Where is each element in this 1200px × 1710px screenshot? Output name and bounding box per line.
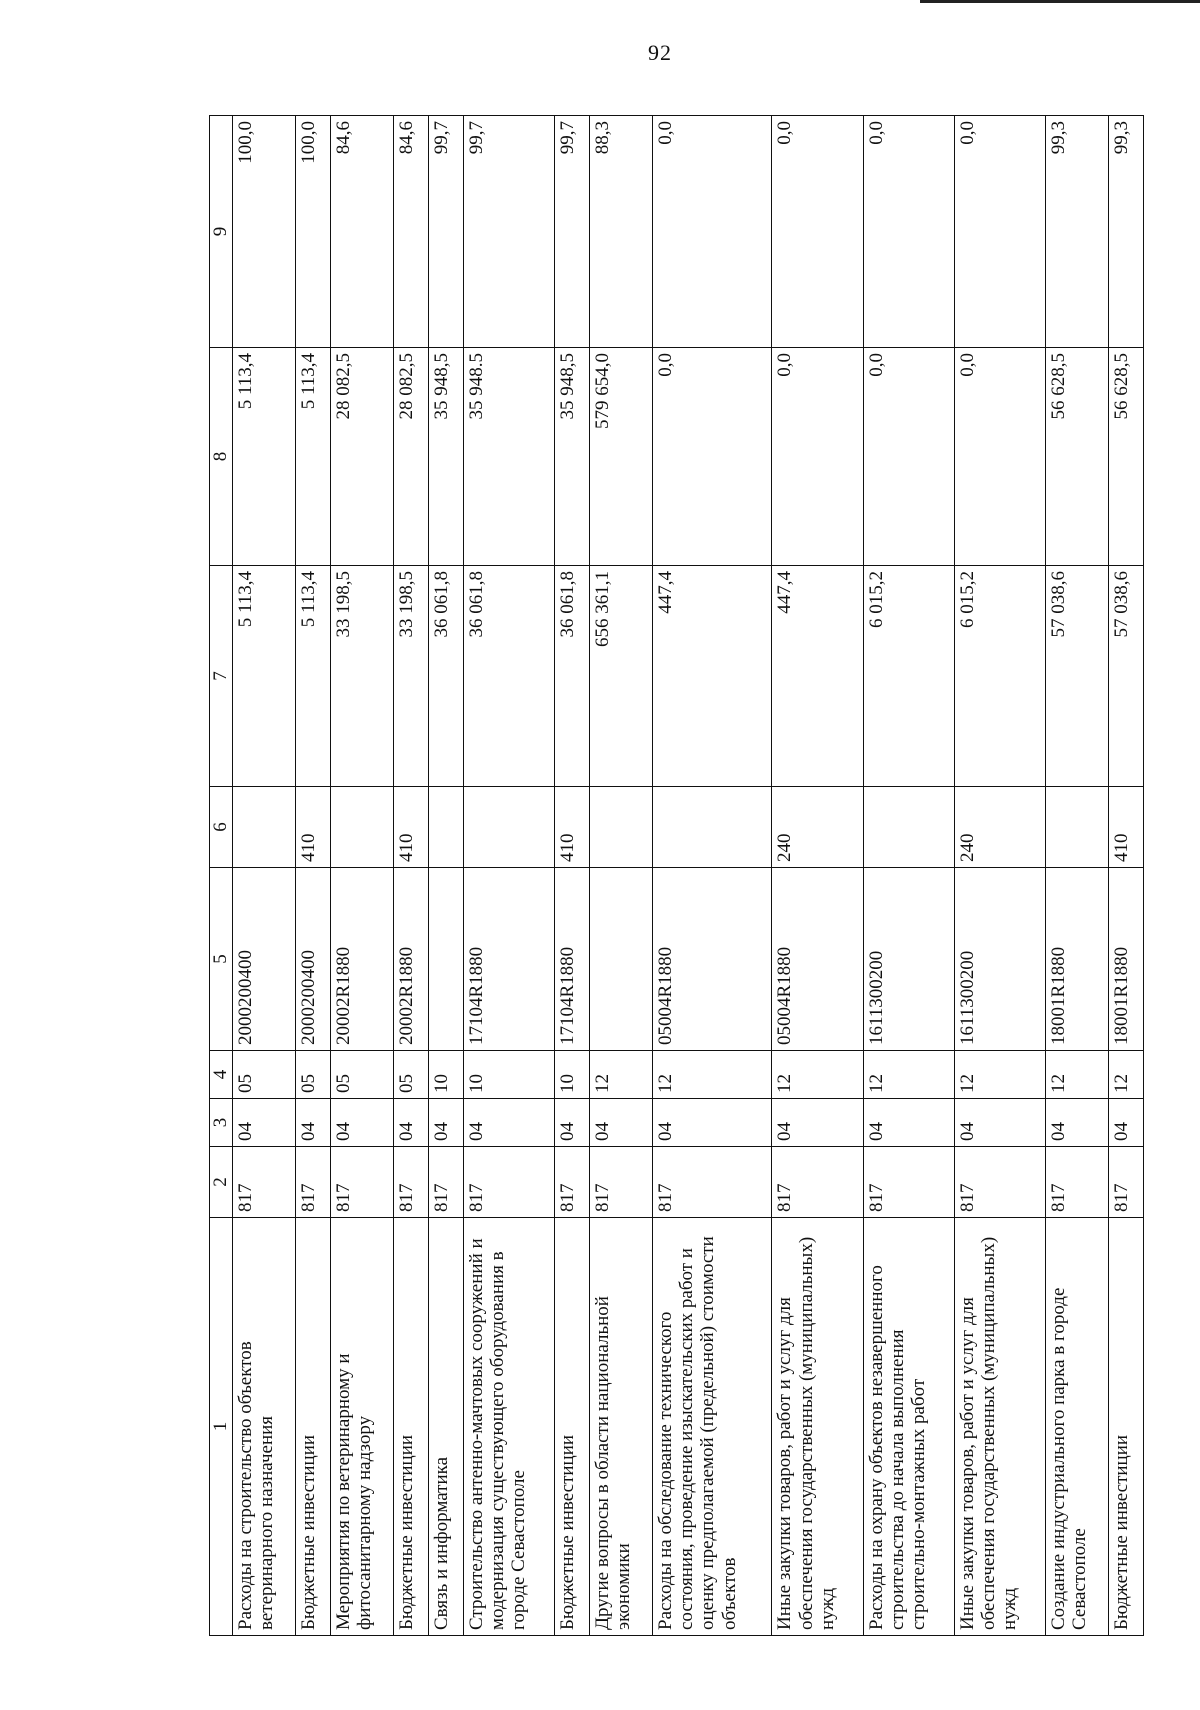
- budget-table: [209, 115, 1144, 1636]
- cell-c9: 100,0: [233, 116, 296, 348]
- cell-c2: 817: [330, 1147, 393, 1218]
- table-row: [589, 116, 652, 1636]
- row-name-cell: Бюджетные инвестиции: [393, 1218, 428, 1636]
- cell-c9: 99,7: [554, 116, 589, 348]
- cell-c3: 04: [330, 1099, 393, 1147]
- cell-c7: 33 198,5: [393, 566, 428, 787]
- cell-c2: 817: [428, 1147, 463, 1218]
- row-name-cell: Расходы на охрану объектов незавершенного строительства до начала выполнения строительно-монтажных работ: [863, 1218, 954, 1636]
- cell-c2: 817: [1109, 1147, 1144, 1218]
- row-name-cell: Иные закупки товаров, работ и услуг для обеспечения государственных (муниципальных) нужд: [772, 1218, 863, 1636]
- cell-c9: 99,7: [428, 116, 463, 348]
- row-name-cell: Другие вопросы в области национальной экономики: [589, 1218, 652, 1636]
- cell-c9: 84,6: [330, 116, 393, 348]
- column-header: 3: [210, 1099, 233, 1147]
- scan-edge-line: [920, 0, 1200, 3]
- cell-c6: 410: [393, 787, 428, 868]
- cell-c2: 817: [1046, 1147, 1109, 1218]
- cell-c6: [589, 787, 652, 868]
- table-row: [233, 116, 296, 1636]
- row-name-cell: Расходы на строительство объектов ветеринарного назначения: [233, 1218, 296, 1636]
- cell-c3: 04: [393, 1099, 428, 1147]
- cell-c2: 817: [954, 1147, 1045, 1218]
- table-row: [463, 116, 554, 1636]
- cell-c6: 410: [554, 787, 589, 868]
- header-row: [210, 116, 233, 1636]
- table-row: [772, 116, 863, 1636]
- cell-c8: 56 628,5: [1046, 348, 1109, 566]
- cell-c9: 99,3: [1046, 116, 1109, 348]
- column-header: 6: [210, 787, 233, 868]
- cell-c4: 12: [863, 1051, 954, 1099]
- cell-c3: 04: [428, 1099, 463, 1147]
- cell-c8: 0,0: [772, 348, 863, 566]
- cell-c5: 18001R1880: [1046, 868, 1109, 1051]
- cell-c7: 656 361,1: [589, 566, 652, 787]
- cell-c6: 240: [954, 787, 1045, 868]
- cell-c5: 1611300200: [863, 868, 954, 1051]
- cell-c7: 447,4: [652, 566, 771, 787]
- cell-c6: [233, 787, 296, 868]
- row-name-cell: Мероприятия по ветеринарному и фитосанитарному надзору: [330, 1218, 393, 1636]
- cell-c6: [428, 787, 463, 868]
- cell-c7: 5 113,4: [233, 566, 296, 787]
- cell-c2: 817: [772, 1147, 863, 1218]
- cell-c6: [330, 787, 393, 868]
- cell-c4: 12: [954, 1051, 1045, 1099]
- column-header: 5: [210, 868, 233, 1051]
- cell-c4: 05: [296, 1051, 331, 1099]
- rotated-table-wrapper: [209, 116, 1144, 1636]
- cell-c5: 20002R1880: [393, 868, 428, 1051]
- cell-c9: 88,3: [589, 116, 652, 348]
- table-row: [954, 116, 1045, 1636]
- column-header: 9: [210, 116, 233, 348]
- table-row: [1109, 116, 1144, 1636]
- cell-c3: 04: [863, 1099, 954, 1147]
- cell-c5: 05004R1880: [772, 868, 863, 1051]
- cell-c5: [428, 868, 463, 1051]
- cell-c3: 04: [233, 1099, 296, 1147]
- cell-c3: 04: [1109, 1099, 1144, 1147]
- cell-c4: 05: [330, 1051, 393, 1099]
- cell-c8: 0,0: [652, 348, 771, 566]
- cell-c5: 05004R1880: [652, 868, 771, 1051]
- cell-c2: 817: [589, 1147, 652, 1218]
- cell-c5: 2000200400: [296, 868, 331, 1051]
- cell-c9: 99,7: [463, 116, 554, 348]
- table-row: [330, 116, 393, 1636]
- table-row: [393, 116, 428, 1636]
- cell-c7: 5 113,4: [296, 566, 331, 787]
- cell-c8: 0,0: [954, 348, 1045, 566]
- cell-c4: 10: [554, 1051, 589, 1099]
- cell-c8: 35 948,5: [428, 348, 463, 566]
- row-name-cell: Бюджетные инвестиции: [296, 1218, 331, 1636]
- row-name-cell: Бюджетные инвестиции: [554, 1218, 589, 1636]
- cell-c9: 100,0: [296, 116, 331, 348]
- cell-c2: 817: [296, 1147, 331, 1218]
- cell-c5: 18001R1880: [1109, 868, 1144, 1051]
- cell-c9: 0,0: [863, 116, 954, 348]
- cell-c4: 10: [428, 1051, 463, 1099]
- row-name-cell: Связь и информатика: [428, 1218, 463, 1636]
- cell-c8: 0,0: [863, 348, 954, 566]
- cell-c8: 28 082,5: [393, 348, 428, 566]
- cell-c9: 99,3: [1109, 116, 1144, 348]
- cell-c7: 36 061,8: [428, 566, 463, 787]
- row-name-cell: Строительство антенно-мачтовых сооружений и модернизация существующего оборудования в городе Севастополе: [463, 1218, 554, 1636]
- row-name-cell: Бюджетные инвестиции: [1109, 1218, 1144, 1636]
- cell-c4: 12: [1046, 1051, 1109, 1099]
- cell-c5: 1611300200: [954, 868, 1045, 1051]
- table-row: [554, 116, 589, 1636]
- row-name-cell: Расходы на обследование технического состояния, проведение изыскательских работ и оценку предполагаемой (предельной) стоимости объектов: [652, 1218, 771, 1636]
- cell-c7: 447,4: [772, 566, 863, 787]
- cell-c8: 5 113,4: [233, 348, 296, 566]
- cell-c2: 817: [652, 1147, 771, 1218]
- cell-c2: 817: [554, 1147, 589, 1218]
- column-header: 1: [210, 1218, 233, 1636]
- cell-c5: 20002R1880: [330, 868, 393, 1051]
- cell-c2: 817: [233, 1147, 296, 1218]
- table-row: [863, 116, 954, 1636]
- cell-c8: 35 948,5: [554, 348, 589, 566]
- cell-c9: 0,0: [652, 116, 771, 348]
- table-row: [428, 116, 463, 1636]
- cell-c7: 6 015,2: [863, 566, 954, 787]
- cell-c5: 17104R1880: [463, 868, 554, 1051]
- row-name-cell: Создание индустриального парка в городе Севастополе: [1046, 1218, 1109, 1636]
- cell-c2: 817: [863, 1147, 954, 1218]
- cell-c3: 04: [1046, 1099, 1109, 1147]
- cell-c4: 12: [652, 1051, 771, 1099]
- cell-c8: 579 654,0: [589, 348, 652, 566]
- cell-c5: [589, 868, 652, 1051]
- column-header: 4: [210, 1051, 233, 1099]
- column-header: 2: [210, 1147, 233, 1218]
- cell-c9: 0,0: [954, 116, 1045, 348]
- cell-c4: 10: [463, 1051, 554, 1099]
- cell-c6: [463, 787, 554, 868]
- cell-c6: 240: [772, 787, 863, 868]
- cell-c3: 04: [463, 1099, 554, 1147]
- cell-c5: 17104R1880: [554, 868, 589, 1051]
- table-row: [296, 116, 331, 1636]
- cell-c3: 04: [652, 1099, 771, 1147]
- cell-c8: 35 948.5: [463, 348, 554, 566]
- row-name-cell: Иные закупки товаров, работ и услуг для обеспечения государственных (муниципальных) нужд: [954, 1218, 1045, 1636]
- page-number: 92: [648, 40, 672, 65]
- cell-c6: [863, 787, 954, 868]
- cell-c3: 04: [554, 1099, 589, 1147]
- column-header: 7: [210, 566, 233, 787]
- cell-c7: 6 015,2: [954, 566, 1045, 787]
- cell-c7: 33 198,5: [330, 566, 393, 787]
- cell-c7: 36 061,8: [554, 566, 589, 787]
- cell-c5: 2000200400: [233, 868, 296, 1051]
- cell-c7: 57 038,6: [1109, 566, 1144, 787]
- table-row: [1046, 116, 1109, 1636]
- cell-c8: 56 628,5: [1109, 348, 1144, 566]
- cell-c6: [1046, 787, 1109, 868]
- cell-c9: 84,6: [393, 116, 428, 348]
- cell-c7: 36 061,8: [463, 566, 554, 787]
- cell-c4: 12: [589, 1051, 652, 1099]
- cell-c6: [652, 787, 771, 868]
- cell-c8: 5 113,4: [296, 348, 331, 566]
- cell-c4: 05: [233, 1051, 296, 1099]
- cell-c2: 817: [393, 1147, 428, 1218]
- cell-c3: 04: [589, 1099, 652, 1147]
- cell-c4: 12: [772, 1051, 863, 1099]
- cell-c2: 817: [463, 1147, 554, 1218]
- cell-c3: 04: [954, 1099, 1045, 1147]
- cell-c6: 410: [296, 787, 331, 868]
- cell-c3: 04: [772, 1099, 863, 1147]
- cell-c7: 57 038,6: [1046, 566, 1109, 787]
- table-row: [652, 116, 771, 1636]
- cell-c4: 12: [1109, 1051, 1144, 1099]
- cell-c3: 04: [296, 1099, 331, 1147]
- cell-c6: 410: [1109, 787, 1144, 868]
- cell-c9: 0,0: [772, 116, 863, 348]
- cell-c8: 28 082,5: [330, 348, 393, 566]
- column-header: 8: [210, 348, 233, 566]
- cell-c4: 05: [393, 1051, 428, 1099]
